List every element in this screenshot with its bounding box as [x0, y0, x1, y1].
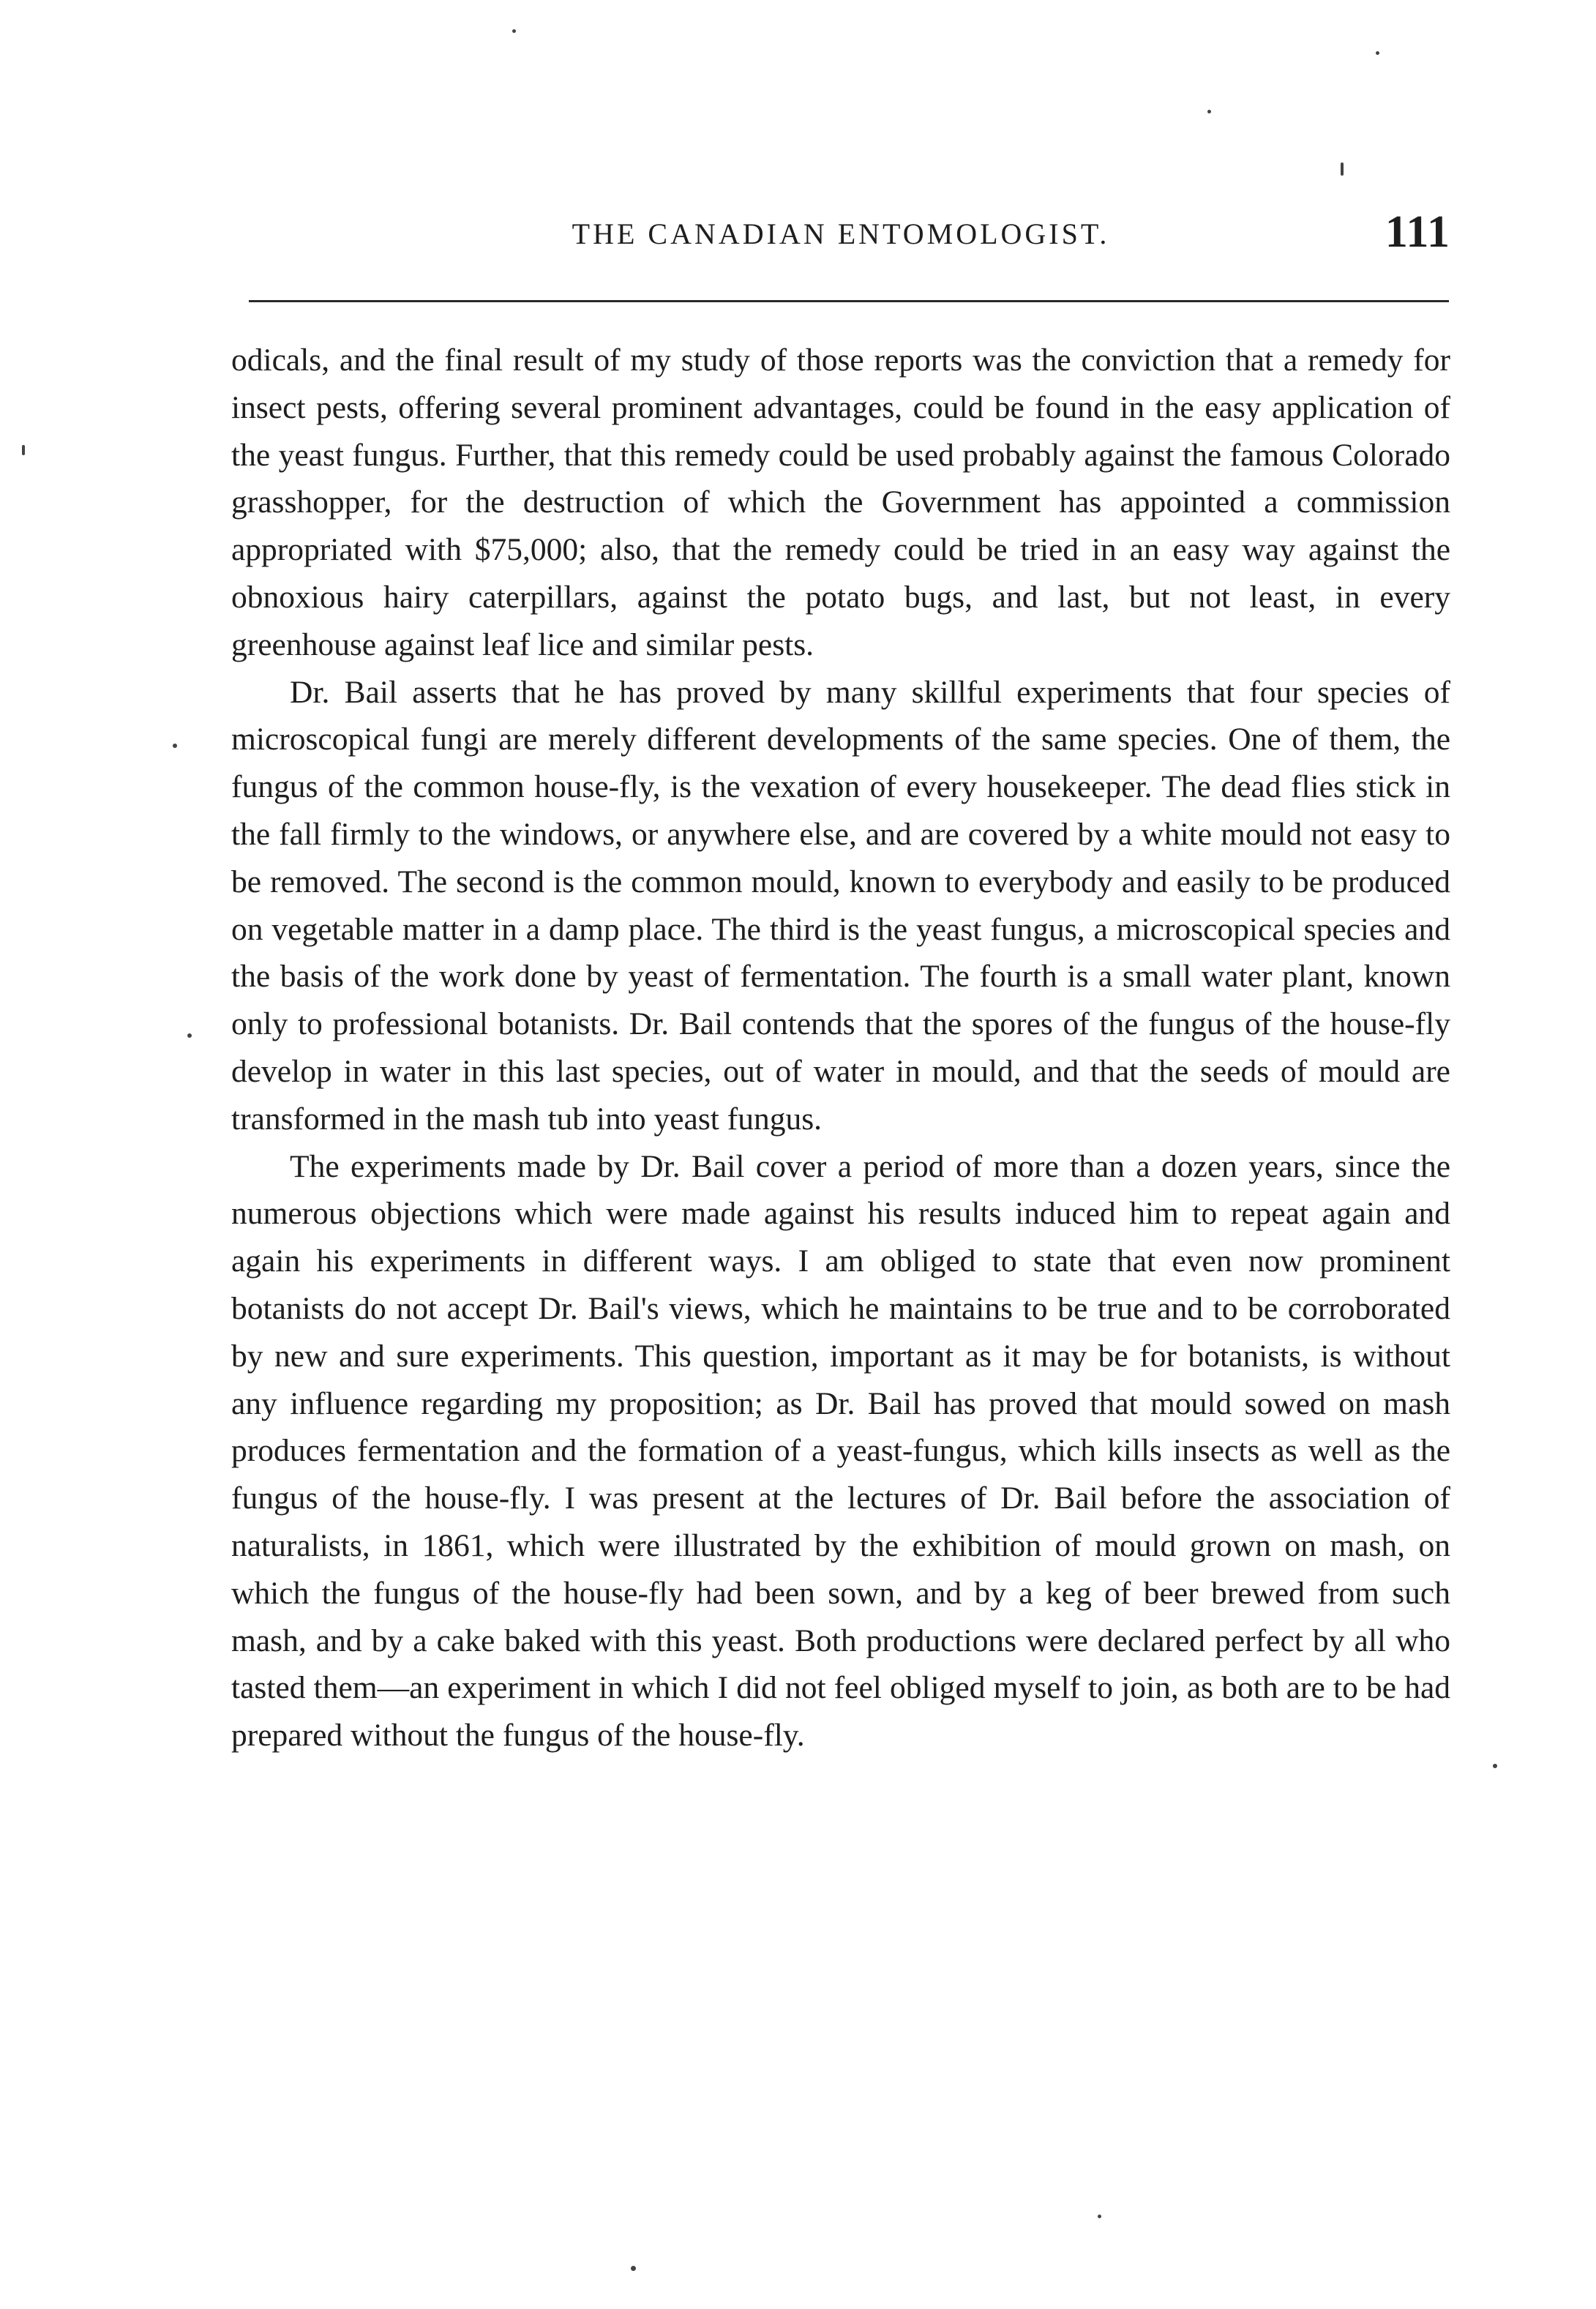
journal-title: THE CANADIAN ENTOMOLOGIST.	[572, 217, 1110, 250]
paragraph-dr-bail-fungi: Dr. Bail asserts that he has proved by many skillful experiments that four species of microscopical fungi are merely different developments of the same species. One of them, the fungus of the common house-fly, is the vexation of every housekeeper. The dead flies stick in the fall firmly to the windows, or anywhere else, and are covered by a white mould not easy to be removed. The second is the common mould, known to everybody and easily to be produced on vegetable matter in a damp place. The third is the yeast fungus, a microscopical species and the basis of the work done by yeast of fermentation. The fourth is a small water plant, known only to professional botanists. Dr. Bail contends that the spores of the fungus of the house-fly develop in water in this last species, out of water in mould, and that the seeds of mould are transformed in the mash tub into yeast fungus.	[231, 674, 1450, 1137]
scan-speck	[22, 445, 25, 455]
paragraph-experiments: The experiments made by Dr. Bail cover a period of more than a dozen years, since the numerous objections which were made against his results induced him to repeat again and again his experiments in different ways. I am obliged to state that even now prominent botanists do not accept Dr. Bail's views, which he maintains to be true and to be corroborated by new and sure experiments. This question, important as it may be for botanists, is without any influence regarding my proposition; as Dr. Bail has proved that mould sowed on mash produces fermentation and the formation of a yeast-fungus, which kills insects as well as the fungus of the house-fly. I was present at the lectures of Dr. Bail before the association of naturalists, in 1861, which were illustrated by the exhibition of mould grown on mash, on which the fungus of the house-fly had been sown, and by a keg of beer brewed from such mash, and by a cake baked with this yeast. Both productions were declared perfect by all who tasted them—an experiment in which I did not feel obliged myself to join, as both are to be had prepared without the fungus of the house-fly.	[231, 1148, 1450, 1754]
scan-speck	[631, 2266, 636, 2271]
running-head	[231, 207, 1450, 271]
header-rule	[249, 300, 1449, 302]
scan-speck	[512, 29, 516, 33]
scan-speck	[1376, 51, 1379, 55]
page-number: 111	[1385, 207, 1450, 257]
paragraph-continued: odicals, and the final result of my study of those reports was the conviction that a remedy for insect pests, offering several prominent advantages, could be found in the easy application of the yeast fungus. Further, that this remedy could be used probably against the famous Colorado grasshopper, for the destruction of which the Government has appointed a commission appropriated with $75,000; also, that the remedy could be tried in an easy way against the obnoxious hairy caterpillars, against the potato bugs, and last, but not least, in every greenhouse against leaf lice and similar pests.	[231, 343, 1450, 662]
scan-speck	[1493, 1764, 1497, 1768]
scan-speck	[187, 1033, 192, 1038]
scan-speck	[1341, 162, 1344, 176]
scan-speck	[1098, 2215, 1101, 2218]
scan-speck	[1207, 110, 1211, 113]
scan-speck	[173, 744, 177, 748]
body-text	[231, 337, 1450, 1759]
